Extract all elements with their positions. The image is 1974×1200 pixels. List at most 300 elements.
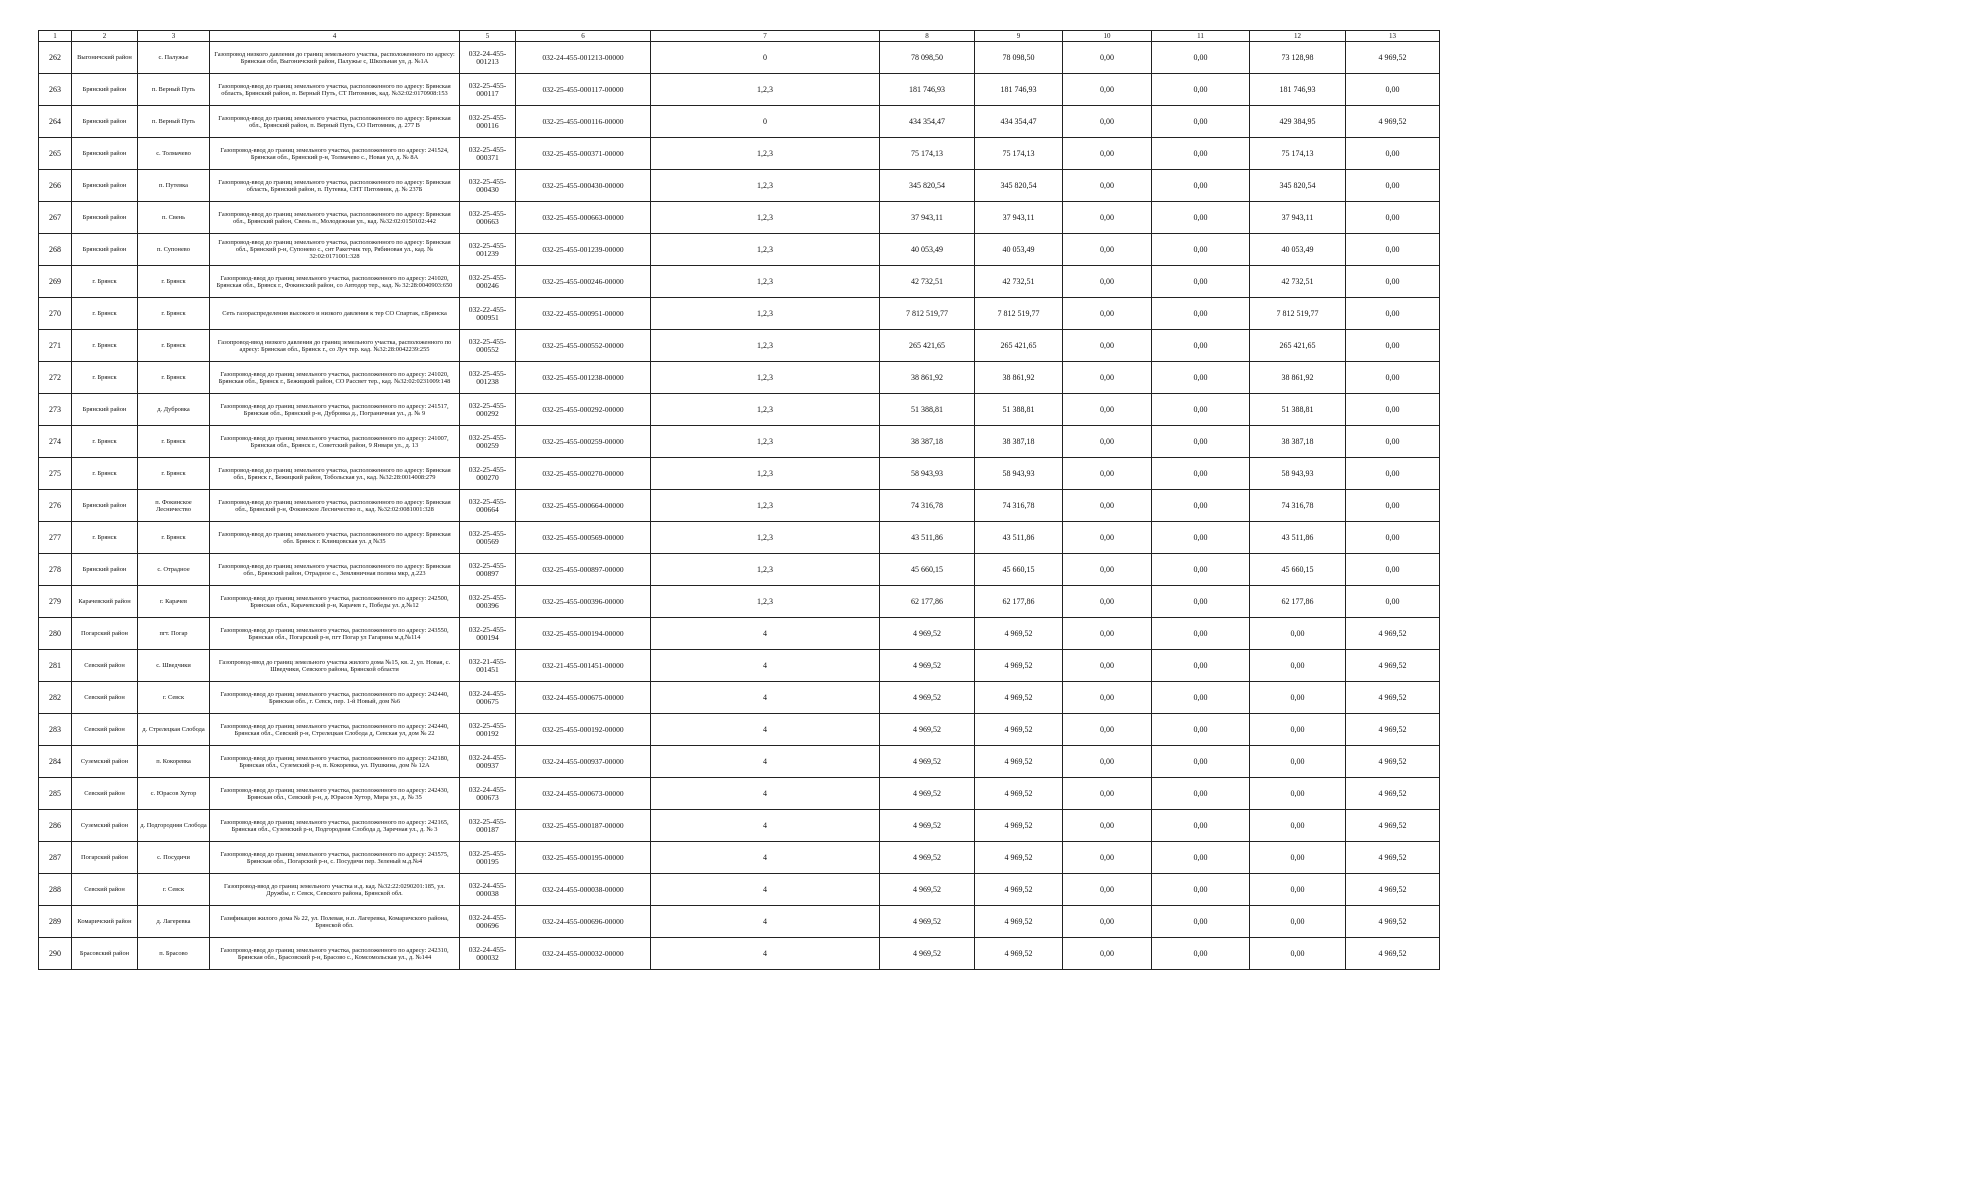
col9-cell: 434 354,47	[975, 106, 1063, 138]
col13-cell: 0,00	[1346, 298, 1440, 330]
col8-cell: 4 969,52	[880, 938, 975, 970]
col13-cell: 4 969,52	[1346, 714, 1440, 746]
district-cell: Карачевский район	[72, 586, 138, 618]
col11-cell: 0,00	[1152, 202, 1250, 234]
col8-cell: 4 969,52	[880, 650, 975, 682]
full-code-cell: 032-24-455-001213-00000	[516, 42, 651, 74]
locality-cell: г. Севск	[138, 874, 210, 906]
table-row	[39, 74, 1440, 106]
object-code-cell: 032-25-455-000192	[460, 714, 516, 746]
table-row	[39, 746, 1440, 778]
object-code-cell: 032-25-455-001239	[460, 234, 516, 266]
col13-cell: 0,00	[1346, 394, 1440, 426]
object-code-cell: 032-24-455-000675	[460, 682, 516, 714]
table-row	[39, 906, 1440, 938]
locality-cell: г. Карачев	[138, 586, 210, 618]
object-description-cell: Газопровод-ввод до границ земельного участка, расположенного по адресу: 241524, Брянская обл., Брянский р-н, Толмачево с., Новая ул, д. № 8А	[210, 138, 460, 170]
col10-cell: 0,00	[1063, 490, 1152, 522]
locality-cell: г. Брянск	[138, 426, 210, 458]
col7-cell: 1,2,3	[651, 490, 880, 522]
col8-cell: 74 316,78	[880, 490, 975, 522]
col7-cell: 4	[651, 874, 880, 906]
col8-cell: 37 943,11	[880, 202, 975, 234]
col11-cell: 0,00	[1152, 234, 1250, 266]
district-cell: Брянский район	[72, 202, 138, 234]
object-description-cell: Газопровод-ввод до границ земельного участка, расположенного по адресу: Брянская обл., Брянск г., Бежицкий район, Тобольская ул., кад. №32:28:0014008:279	[210, 458, 460, 490]
row-number-cell: 278	[39, 554, 72, 586]
object-code-cell: 032-25-455-000552	[460, 330, 516, 362]
col8-cell: 181 746,93	[880, 74, 975, 106]
full-code-cell: 032-25-455-000194-00000	[516, 618, 651, 650]
header-cell: 3	[138, 31, 210, 42]
row-number-cell: 273	[39, 394, 72, 426]
locality-cell: с. Толмачево	[138, 138, 210, 170]
locality-cell: д. Стрелецкая Слобода	[138, 714, 210, 746]
col8-cell: 4 969,52	[880, 682, 975, 714]
col9-cell: 75 174,13	[975, 138, 1063, 170]
col10-cell: 0,00	[1063, 458, 1152, 490]
object-description-cell: Газопровод-ввод низкого давления до границ земельного участка, расположенного по адресу: Брянская обл., Брянск г., со Луч тер. кад. №32:28:0042239:255	[210, 330, 460, 362]
col11-cell: 0,00	[1152, 842, 1250, 874]
table-row	[39, 458, 1440, 490]
object-code-cell: 032-25-455-000292	[460, 394, 516, 426]
header-cell: 1	[39, 31, 72, 42]
header-cell: 6	[516, 31, 651, 42]
district-cell: Комаричский район	[72, 906, 138, 938]
col9-cell: 74 316,78	[975, 490, 1063, 522]
col9-cell: 45 660,15	[975, 554, 1063, 586]
col11-cell: 0,00	[1152, 298, 1250, 330]
row-number-cell: 275	[39, 458, 72, 490]
object-code-cell: 032-25-455-000246	[460, 266, 516, 298]
object-description-cell: Газопровод-ввод до границ земельного участка, расположенного по адресу: 243550, Брянская обл., Погарский р-н, пгт Погар ул Гагарина м.д.№114	[210, 618, 460, 650]
table-row	[39, 42, 1440, 74]
object-description-cell: Газопровод-ввод до границ земельного участка, расположенного по адресу: 243575, Брянская обл., Погарский р-н, с. Посудичи пер. Зеленый м.д.№4	[210, 842, 460, 874]
col10-cell: 0,00	[1063, 842, 1152, 874]
locality-cell: с. Шведчики	[138, 650, 210, 682]
col12-cell: 0,00	[1250, 874, 1346, 906]
full-code-cell: 032-25-455-000246-00000	[516, 266, 651, 298]
col12-cell: 38 861,92	[1250, 362, 1346, 394]
district-cell: Севский район	[72, 778, 138, 810]
col12-cell: 0,00	[1250, 938, 1346, 970]
col8-cell: 58 943,93	[880, 458, 975, 490]
col12-cell: 58 943,93	[1250, 458, 1346, 490]
row-number-cell: 274	[39, 426, 72, 458]
locality-cell: г. Брянск	[138, 298, 210, 330]
col9-cell: 265 421,65	[975, 330, 1063, 362]
district-cell: Погарский район	[72, 842, 138, 874]
col12-cell: 345 820,54	[1250, 170, 1346, 202]
row-number-cell: 285	[39, 778, 72, 810]
full-code-cell: 032-25-455-000117-00000	[516, 74, 651, 106]
full-code-cell: 032-25-455-000116-00000	[516, 106, 651, 138]
row-number-cell: 280	[39, 618, 72, 650]
district-cell: г. Брянск	[72, 362, 138, 394]
col10-cell: 0,00	[1063, 810, 1152, 842]
row-number-cell: 290	[39, 938, 72, 970]
object-code-cell: 032-21-455-001451	[460, 650, 516, 682]
col10-cell: 0,00	[1063, 74, 1152, 106]
col9-cell: 4 969,52	[975, 874, 1063, 906]
col10-cell: 0,00	[1063, 266, 1152, 298]
col10-cell: 0,00	[1063, 522, 1152, 554]
full-code-cell: 032-24-455-000673-00000	[516, 778, 651, 810]
col7-cell: 0	[651, 42, 880, 74]
col13-cell: 4 969,52	[1346, 874, 1440, 906]
col9-cell: 4 969,52	[975, 842, 1063, 874]
row-number-cell: 264	[39, 106, 72, 138]
col13-cell: 0,00	[1346, 234, 1440, 266]
table-row	[39, 778, 1440, 810]
col9-cell: 181 746,93	[975, 74, 1063, 106]
object-code-cell: 032-24-455-001213	[460, 42, 516, 74]
col8-cell: 38 861,92	[880, 362, 975, 394]
col7-cell: 4	[651, 842, 880, 874]
locality-cell: п. Путевка	[138, 170, 210, 202]
object-code-cell: 032-25-455-001238	[460, 362, 516, 394]
col7-cell: 4	[651, 810, 880, 842]
locality-cell: г. Брянск	[138, 522, 210, 554]
col9-cell: 4 969,52	[975, 714, 1063, 746]
table-row	[39, 330, 1440, 362]
col13-cell: 0,00	[1346, 458, 1440, 490]
col12-cell: 75 174,13	[1250, 138, 1346, 170]
district-cell: Севский район	[72, 650, 138, 682]
col12-cell: 42 732,51	[1250, 266, 1346, 298]
col7-cell: 4	[651, 714, 880, 746]
col8-cell: 42 732,51	[880, 266, 975, 298]
district-cell: Брянский район	[72, 106, 138, 138]
col8-cell: 38 387,18	[880, 426, 975, 458]
header-cell: 10	[1063, 31, 1152, 42]
col13-cell: 4 969,52	[1346, 650, 1440, 682]
col10-cell: 0,00	[1063, 906, 1152, 938]
full-code-cell: 032-24-455-000696-00000	[516, 906, 651, 938]
col7-cell: 1,2,3	[651, 234, 880, 266]
object-description-cell: Газопровод-ввод до границ земельного участка, расположенного по адресу: Брянская обл., Брянский район, Свень п., Молодежная ул., кад. №32:02:0150102:442	[210, 202, 460, 234]
col8-cell: 4 969,52	[880, 906, 975, 938]
col11-cell: 0,00	[1152, 778, 1250, 810]
col7-cell: 4	[651, 650, 880, 682]
col13-cell: 0,00	[1346, 330, 1440, 362]
col10-cell: 0,00	[1063, 938, 1152, 970]
col12-cell: 62 177,86	[1250, 586, 1346, 618]
col10-cell: 0,00	[1063, 106, 1152, 138]
col9-cell: 4 969,52	[975, 682, 1063, 714]
locality-cell: п. Супонево	[138, 234, 210, 266]
col11-cell: 0,00	[1152, 810, 1250, 842]
full-code-cell: 032-25-455-000195-00000	[516, 842, 651, 874]
full-code-cell: 032-25-455-000270-00000	[516, 458, 651, 490]
row-number-cell: 288	[39, 874, 72, 906]
full-code-cell: 032-25-455-001238-00000	[516, 362, 651, 394]
col7-cell: 1,2,3	[651, 426, 880, 458]
locality-cell: п. Верный Путь	[138, 106, 210, 138]
object-code-cell: 032-25-455-000270	[460, 458, 516, 490]
district-cell: г. Брянск	[72, 330, 138, 362]
district-cell: г. Брянск	[72, 298, 138, 330]
object-description-cell: Газопровод-ввод до границ земельного участка, расположенного по адресу: Брянская обл., Брянский р-н, Фокинское Лесничество п., кад. №32:02:0081001:328	[210, 490, 460, 522]
district-cell: г. Брянск	[72, 426, 138, 458]
col13-cell: 0,00	[1346, 362, 1440, 394]
full-code-cell: 032-24-455-000038-00000	[516, 874, 651, 906]
object-code-cell: 032-25-455-000430	[460, 170, 516, 202]
col13-cell: 4 969,52	[1346, 682, 1440, 714]
object-code-cell: 032-25-455-000569	[460, 522, 516, 554]
locality-cell: с. Палужье	[138, 42, 210, 74]
col7-cell: 4	[651, 906, 880, 938]
col10-cell: 0,00	[1063, 554, 1152, 586]
col13-cell: 4 969,52	[1346, 618, 1440, 650]
col10-cell: 0,00	[1063, 650, 1152, 682]
locality-cell: п. Фокинское Лесничество	[138, 490, 210, 522]
col8-cell: 4 969,52	[880, 874, 975, 906]
object-description-cell: Газопровод-ввод до границ земельного участка, расположенного по адресу: 241020, Брянская обл., Брянск г., Бежицкий район, СО Рассвет тер., кад. №32:02:0231009:148	[210, 362, 460, 394]
col7-cell: 4	[651, 618, 880, 650]
col9-cell: 58 943,93	[975, 458, 1063, 490]
table-row	[39, 234, 1440, 266]
full-code-cell: 032-25-455-000569-00000	[516, 522, 651, 554]
col10-cell: 0,00	[1063, 682, 1152, 714]
col9-cell: 37 943,11	[975, 202, 1063, 234]
table-row	[39, 362, 1440, 394]
col8-cell: 4 969,52	[880, 618, 975, 650]
full-code-cell: 032-25-455-000259-00000	[516, 426, 651, 458]
col12-cell: 7 812 519,77	[1250, 298, 1346, 330]
col10-cell: 0,00	[1063, 42, 1152, 74]
table-row	[39, 682, 1440, 714]
district-cell: Брянский район	[72, 138, 138, 170]
header-cell: 13	[1346, 31, 1440, 42]
col7-cell: 1,2,3	[651, 586, 880, 618]
col9-cell: 38 387,18	[975, 426, 1063, 458]
header-cell: 8	[880, 31, 975, 42]
table-body	[39, 31, 1440, 970]
col8-cell: 78 098,50	[880, 42, 975, 74]
col10-cell: 0,00	[1063, 426, 1152, 458]
row-number-cell: 283	[39, 714, 72, 746]
object-description-cell: Газопровод-ввод до границ земельного участка, расположенного по адресу: Брянская обл., Брянский р-н, Супонево с., снт Ракетчик тер, Рябиновая ул., кад. № 32:02:0171001:328	[210, 234, 460, 266]
col12-cell: 40 053,49	[1250, 234, 1346, 266]
col7-cell: 4	[651, 746, 880, 778]
col9-cell: 4 969,52	[975, 906, 1063, 938]
col9-cell: 4 969,52	[975, 650, 1063, 682]
table-row	[39, 714, 1440, 746]
row-number-cell: 276	[39, 490, 72, 522]
col12-cell: 0,00	[1250, 906, 1346, 938]
object-description-cell: Газопровод-ввод до границ земельного участка, расположенного по адресу: 242180, Брянская обл., Суземский р-н, п. Кокоревка, ул. Пушкина, дом № 12А	[210, 746, 460, 778]
row-number-cell: 269	[39, 266, 72, 298]
row-number-cell: 289	[39, 906, 72, 938]
table-row	[39, 650, 1440, 682]
col10-cell: 0,00	[1063, 618, 1152, 650]
col12-cell: 0,00	[1250, 778, 1346, 810]
col12-cell: 51 388,81	[1250, 394, 1346, 426]
col8-cell: 4 969,52	[880, 842, 975, 874]
col9-cell: 62 177,86	[975, 586, 1063, 618]
table-row	[39, 298, 1440, 330]
object-description-cell: Газопровод-ввод до границ земельного участка, расположенного по адресу: 242165, Брянская обл., Суземский р-н, Подгородняя Слобода д, Заречная ул., д. № 3	[210, 810, 460, 842]
table-row	[39, 490, 1440, 522]
col8-cell: 45 660,15	[880, 554, 975, 586]
col8-cell: 4 969,52	[880, 810, 975, 842]
col10-cell: 0,00	[1063, 586, 1152, 618]
district-cell: Выгоничский район	[72, 42, 138, 74]
full-code-cell: 032-25-455-000396-00000	[516, 586, 651, 618]
col7-cell: 1,2,3	[651, 394, 880, 426]
col10-cell: 0,00	[1063, 298, 1152, 330]
col12-cell: 0,00	[1250, 842, 1346, 874]
object-description-cell: Газопровод-ввод до границ земельного участка, расположенного по адресу: Брянская обл., Брянский район, Отрадное с., Земляничная поляна мкр, д.223	[210, 554, 460, 586]
district-cell: Брянский район	[72, 490, 138, 522]
object-description-cell: Газопровод-ввод до границ земельного участка, расположенного по адресу: Брянская область, Брянский район, п. Верный Путь, СТ Питомник, кад. №32:02:0170908:153	[210, 74, 460, 106]
full-code-cell: 032-25-455-000897-00000	[516, 554, 651, 586]
object-code-cell: 032-25-455-000259	[460, 426, 516, 458]
col11-cell: 0,00	[1152, 362, 1250, 394]
col8-cell: 43 511,86	[880, 522, 975, 554]
locality-cell: г. Брянск	[138, 330, 210, 362]
locality-cell: п. Свень	[138, 202, 210, 234]
district-cell: Брасовский район	[72, 938, 138, 970]
col10-cell: 0,00	[1063, 138, 1152, 170]
row-number-cell: 270	[39, 298, 72, 330]
col13-cell: 0,00	[1346, 554, 1440, 586]
object-description-cell: Сеть газораспределения высокого и низкого давления к тер СО Спартак, г.Брянска	[210, 298, 460, 330]
object-description-cell: Газопровод-ввод до границ земельного участка, расположенного по адресу: 242310, Брянская обл., Брасовский р-н, Брасово с., Комсомольская ул., д. №144	[210, 938, 460, 970]
object-code-cell: 032-25-455-000117	[460, 74, 516, 106]
object-description-cell: Газопровод-ввод до границ земельного участка, расположенного по адресу: 242440, Брянская обл., г. Севск, пер. 1-й Новый, дом №6	[210, 682, 460, 714]
col11-cell: 0,00	[1152, 426, 1250, 458]
locality-cell: г. Севск	[138, 682, 210, 714]
locality-cell: п. Кокоревка	[138, 746, 210, 778]
col7-cell: 1,2,3	[651, 202, 880, 234]
col8-cell: 4 969,52	[880, 778, 975, 810]
col13-cell: 4 969,52	[1346, 906, 1440, 938]
district-cell: Погарский район	[72, 618, 138, 650]
col13-cell: 0,00	[1346, 522, 1440, 554]
col8-cell: 345 820,54	[880, 170, 975, 202]
col9-cell: 4 969,52	[975, 746, 1063, 778]
col10-cell: 0,00	[1063, 778, 1152, 810]
col13-cell: 4 969,52	[1346, 842, 1440, 874]
full-code-cell: 032-24-455-000032-00000	[516, 938, 651, 970]
full-code-cell: 032-25-455-000292-00000	[516, 394, 651, 426]
locality-cell: п. Верный Путь	[138, 74, 210, 106]
col12-cell: 45 660,15	[1250, 554, 1346, 586]
col10-cell: 0,00	[1063, 714, 1152, 746]
col8-cell: 265 421,65	[880, 330, 975, 362]
table-row	[39, 170, 1440, 202]
row-number-cell: 271	[39, 330, 72, 362]
col11-cell: 0,00	[1152, 874, 1250, 906]
col13-cell: 4 969,52	[1346, 746, 1440, 778]
col8-cell: 4 969,52	[880, 746, 975, 778]
col11-cell: 0,00	[1152, 938, 1250, 970]
col10-cell: 0,00	[1063, 170, 1152, 202]
row-number-cell: 282	[39, 682, 72, 714]
col11-cell: 0,00	[1152, 330, 1250, 362]
col8-cell: 434 354,47	[880, 106, 975, 138]
object-description-cell: Газопровод-ввод до границ земельного участка, расположенного по адресу: Брянская обл., Брянский район, п. Верный Путь, СО Питомник, д. 277 В	[210, 106, 460, 138]
header-cell: 4	[210, 31, 460, 42]
row-number-cell: 262	[39, 42, 72, 74]
locality-cell: г. Брянск	[138, 266, 210, 298]
col11-cell: 0,00	[1152, 490, 1250, 522]
object-description-cell: Газопровод-ввод до границ земельного участка, расположенного по адресу: 241020, Брянская обл., Брянск г., Фокинский район, со Автодор тер., кад. № 32:28:0040903:650	[210, 266, 460, 298]
district-cell: Суземский район	[72, 810, 138, 842]
object-code-cell: 032-25-455-000187	[460, 810, 516, 842]
row-number-cell: 286	[39, 810, 72, 842]
object-description-cell: Газопровод-ввод до границ земельного участка, расположенного по адресу: 241517, Брянская обл., Брянский р-н, Дубровка д., Пограничная ул., д. № 9	[210, 394, 460, 426]
col11-cell: 0,00	[1152, 458, 1250, 490]
object-description-cell: Газопровод-ввод до границ земельного участка жилого дома №15, кв. 2, ул. Новая, с. Шведчики, Севского района, Брянской области	[210, 650, 460, 682]
table-row	[39, 586, 1440, 618]
col7-cell: 0	[651, 106, 880, 138]
col13-cell: 0,00	[1346, 266, 1440, 298]
col7-cell: 1,2,3	[651, 138, 880, 170]
col12-cell: 0,00	[1250, 618, 1346, 650]
col11-cell: 0,00	[1152, 906, 1250, 938]
object-description-cell: Газопровод низкого давления до границ земельного участка, расположенного по адресу: Брянская обл, Выгоничский район, Палужье с, Школьная ул, д. №1А	[210, 42, 460, 74]
col11-cell: 0,00	[1152, 650, 1250, 682]
full-code-cell: 032-25-455-000663-00000	[516, 202, 651, 234]
col11-cell: 0,00	[1152, 170, 1250, 202]
col11-cell: 0,00	[1152, 746, 1250, 778]
col7-cell: 1,2,3	[651, 522, 880, 554]
full-code-cell: 032-25-455-000187-00000	[516, 810, 651, 842]
object-code-cell: 032-25-455-000371	[460, 138, 516, 170]
col10-cell: 0,00	[1063, 330, 1152, 362]
col7-cell: 1,2,3	[651, 554, 880, 586]
col9-cell: 43 511,86	[975, 522, 1063, 554]
object-code-cell: 032-24-455-000937	[460, 746, 516, 778]
col9-cell: 38 861,92	[975, 362, 1063, 394]
col13-cell: 0,00	[1346, 490, 1440, 522]
col13-cell: 0,00	[1346, 170, 1440, 202]
col11-cell: 0,00	[1152, 522, 1250, 554]
row-number-cell: 277	[39, 522, 72, 554]
full-code-cell: 032-25-455-000430-00000	[516, 170, 651, 202]
district-cell: Севский район	[72, 682, 138, 714]
col10-cell: 0,00	[1063, 874, 1152, 906]
row-number-cell: 267	[39, 202, 72, 234]
col7-cell: 1,2,3	[651, 266, 880, 298]
header-cell: 9	[975, 31, 1063, 42]
col7-cell: 4	[651, 938, 880, 970]
col12-cell: 37 943,11	[1250, 202, 1346, 234]
col9-cell: 4 969,52	[975, 810, 1063, 842]
row-number-cell: 266	[39, 170, 72, 202]
col8-cell: 62 177,86	[880, 586, 975, 618]
row-number-cell: 284	[39, 746, 72, 778]
col12-cell: 181 746,93	[1250, 74, 1346, 106]
col11-cell: 0,00	[1152, 42, 1250, 74]
table-row	[39, 554, 1440, 586]
col13-cell: 0,00	[1346, 586, 1440, 618]
object-code-cell: 032-24-455-000673	[460, 778, 516, 810]
col13-cell: 4 969,52	[1346, 810, 1440, 842]
table-row	[39, 138, 1440, 170]
header-cell: 7	[651, 31, 880, 42]
col12-cell: 0,00	[1250, 746, 1346, 778]
locality-cell: с. Посудичи	[138, 842, 210, 874]
col9-cell: 51 388,81	[975, 394, 1063, 426]
col12-cell: 74 316,78	[1250, 490, 1346, 522]
col7-cell: 4	[651, 778, 880, 810]
header-cell: 2	[72, 31, 138, 42]
col12-cell: 0,00	[1250, 714, 1346, 746]
